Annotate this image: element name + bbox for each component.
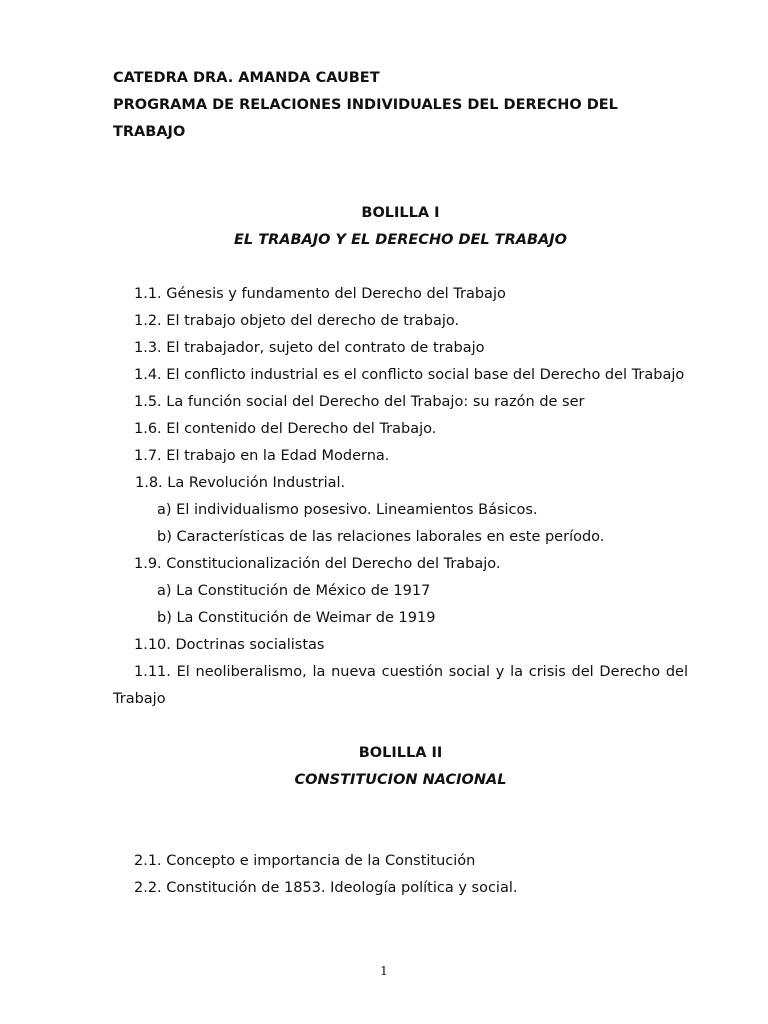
list-item: 1.4. El conflicto industrial es el conflicto social base del Derecho del Trabajo bbox=[134, 367, 685, 383]
list-item: 1.11. El neoliberalismo, la nueva cuestión social y la crisis del Derecho del Trabajo bbox=[113, 664, 688, 707]
header-line-3: TRABAJO bbox=[113, 124, 186, 140]
list-item: 1.5. La función social del Derecho del Trabajo: su razón de ser bbox=[134, 394, 585, 410]
list-subitem: b) Características de las relaciones laborales en este período. bbox=[157, 529, 605, 545]
document-page bbox=[113, 65, 688, 902]
list-item: 2.1. Concepto e importancia de la Constitución bbox=[134, 853, 476, 869]
list-item: 1.8. La Revolución Industrial. bbox=[135, 475, 346, 491]
bolilla-2-subtitle: CONSTITUCION NACIONAL bbox=[294, 772, 507, 788]
list-item: 1.7. El trabajo en la Edad Moderna. bbox=[134, 448, 390, 464]
list-subitem: a) La Constitución de México de 1917 bbox=[157, 583, 431, 599]
bolilla-2-title: BOLILLA II bbox=[358, 745, 443, 761]
list-item: 1.2. El trabajo objeto del derecho de trabajo. bbox=[134, 313, 460, 329]
header-line-1: CATEDRA DRA. AMANDA CAUBET bbox=[113, 70, 380, 86]
list-subitem: b) La Constitución de Weimar de 1919 bbox=[157, 610, 436, 626]
list-item: 1.1. Génesis y fundamento del Derecho del Trabajo bbox=[134, 286, 506, 302]
spacer bbox=[113, 794, 688, 848]
spacer bbox=[113, 254, 688, 281]
list-item: 1.3. El trabajador, sujeto del contrato de trabajo bbox=[134, 340, 485, 356]
bolilla-1-title: BOLILLA I bbox=[361, 205, 440, 221]
list-item: 1.6. El contenido del Derecho del Trabajo. bbox=[134, 421, 437, 437]
bolilla-1-subtitle: EL TRABAJO Y EL DERECHO DEL TRABAJO bbox=[234, 232, 567, 248]
list-item: 1.9. Constitucionalización del Derecho del Trabajo. bbox=[134, 556, 501, 572]
page-number: 1 bbox=[380, 964, 388, 978]
list-item: 1.10. Doctrinas socialistas bbox=[134, 637, 325, 653]
list-subitem: a) El individualismo posesivo. Lineamientos Básicos. bbox=[157, 502, 538, 518]
spacer bbox=[113, 146, 688, 200]
list-item: 2.2. Constitución de 1853. Ideología política y social. bbox=[134, 880, 518, 896]
header-line-2: PROGRAMA DE RELACIONES INDIVIDUALES DEL DERECHO DEL bbox=[113, 97, 618, 113]
spacer bbox=[113, 713, 688, 740]
